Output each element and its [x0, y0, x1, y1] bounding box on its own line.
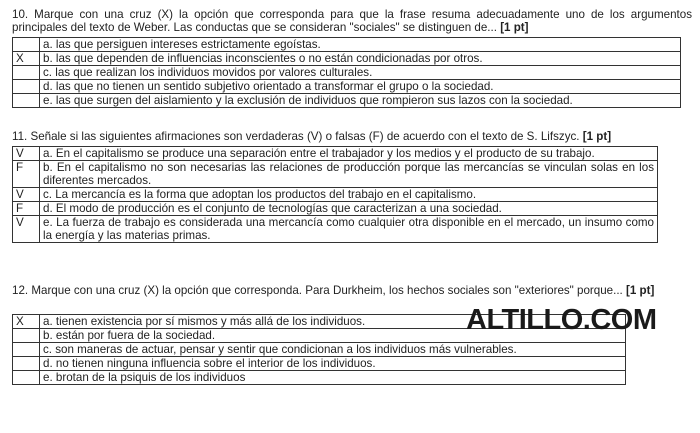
question-11-option-c [13, 188, 658, 202]
question-11-option-b [13, 161, 658, 188]
question-10-points: [1 pt] [500, 21, 529, 34]
option-mark[interactable]: V [13, 188, 40, 202]
question-11-option-d [13, 202, 658, 216]
option-mark[interactable]: V [13, 216, 40, 243]
option-text: a. En el capitalismo se produce una separación entre el trabajador y los medios y el producto de su trabajo. [40, 147, 658, 161]
option-text: b. En el capitalismo no son necesarias las relaciones de producción porque las mercancías se vinculan solas en los diferentes mercados. [40, 161, 658, 188]
question-10-options-table [12, 37, 681, 108]
question-11-options-table [12, 146, 658, 243]
option-text: a. las que persiguen intereses estrictamente egoístas. [40, 38, 681, 52]
question-11-statement: 11. Señale si las siguientes afirmaciones son verdaderas (V) o falsas (F) de acuerdo con el texto de S. Lifszyc. [12, 130, 580, 143]
watermark-logo: ALTILLO.COM [466, 304, 657, 336]
question-12-statement: 12. Marque con una cruz (X) la opción que corresponda. Para Durkheim, los hechos sociales son "exteriores" porque... [12, 284, 623, 297]
question-10-text [12, 8, 692, 34]
question-11-option-e [13, 216, 658, 243]
option-mark[interactable]: X [13, 315, 40, 329]
option-text: c. las que realizan los individuos movidos por valores culturales. [40, 66, 681, 80]
question-12-option-c [13, 343, 626, 357]
option-text: d. El modo de producción es el conjunto de tecnologías que caracterizan a una sociedad. [40, 202, 658, 216]
question-11-text [12, 130, 692, 143]
option-text: e. brotan de la psiquis de los individuos [40, 371, 626, 385]
option-mark[interactable] [13, 38, 40, 52]
option-text: e. La fuerza de trabajo es considerada una mercancía como cualquier otra disponible en el mercado, un insumo como la energía y las materias primas. [40, 216, 658, 243]
option-mark[interactable] [13, 94, 40, 108]
question-10-option-a [13, 38, 681, 52]
option-mark[interactable] [13, 329, 40, 343]
question-12-points: [1 pt] [626, 284, 655, 297]
option-text: a. tienen existencia por sí mismos y más allá de los individuos. [40, 315, 626, 329]
option-mark[interactable]: F [13, 161, 40, 188]
option-mark[interactable]: X [13, 52, 40, 66]
question-11-option-a [13, 147, 658, 161]
question-10-option-d [13, 80, 681, 94]
question-11-points: [1 pt] [582, 130, 612, 143]
option-text: b. las que dependen de influencias inconscientes o no están condicionadas por otros. [40, 52, 681, 66]
option-mark[interactable] [13, 371, 40, 385]
question-10-statement: 10. Marque con una cruz (X) la opción que corresponda para que la frase resuma adecuadamente uno de los argumentos principales del texto de Weber. Las conductas que se consideran "sociales" se distinguen de... [12, 8, 692, 34]
option-mark[interactable]: V [13, 147, 40, 161]
question-10-option-e [13, 94, 681, 108]
question-12-option-d [13, 357, 626, 371]
option-text: d. las que no tienen un sentido subjetivo orientado a transformar el grupo o la sociedad. [40, 80, 681, 94]
option-text: c. son maneras de actuar, pensar y sentir que condicionan a los individuos más vulnerables. [40, 343, 626, 357]
option-text: c. La mercancía es la forma que adoptan los productos del trabajo en el capitalismo. [40, 188, 658, 202]
option-text: e. las que surgen del aislamiento y la exclusión de individuos que rompieron sus lazos con la sociedad. [40, 94, 681, 108]
question-10-option-b [13, 52, 681, 66]
question-10-option-c [13, 66, 681, 80]
option-mark[interactable] [13, 66, 40, 80]
option-mark[interactable] [13, 343, 40, 357]
option-text: b. están por fuera de la sociedad. [40, 329, 626, 343]
option-mark[interactable] [13, 80, 40, 94]
option-mark[interactable]: F [13, 202, 40, 216]
option-mark[interactable] [13, 357, 40, 371]
question-12-option-e [13, 371, 626, 385]
option-text: d. no tienen ninguna influencia sobre el interior de los individuos. [40, 357, 626, 371]
question-12-text [12, 284, 692, 297]
